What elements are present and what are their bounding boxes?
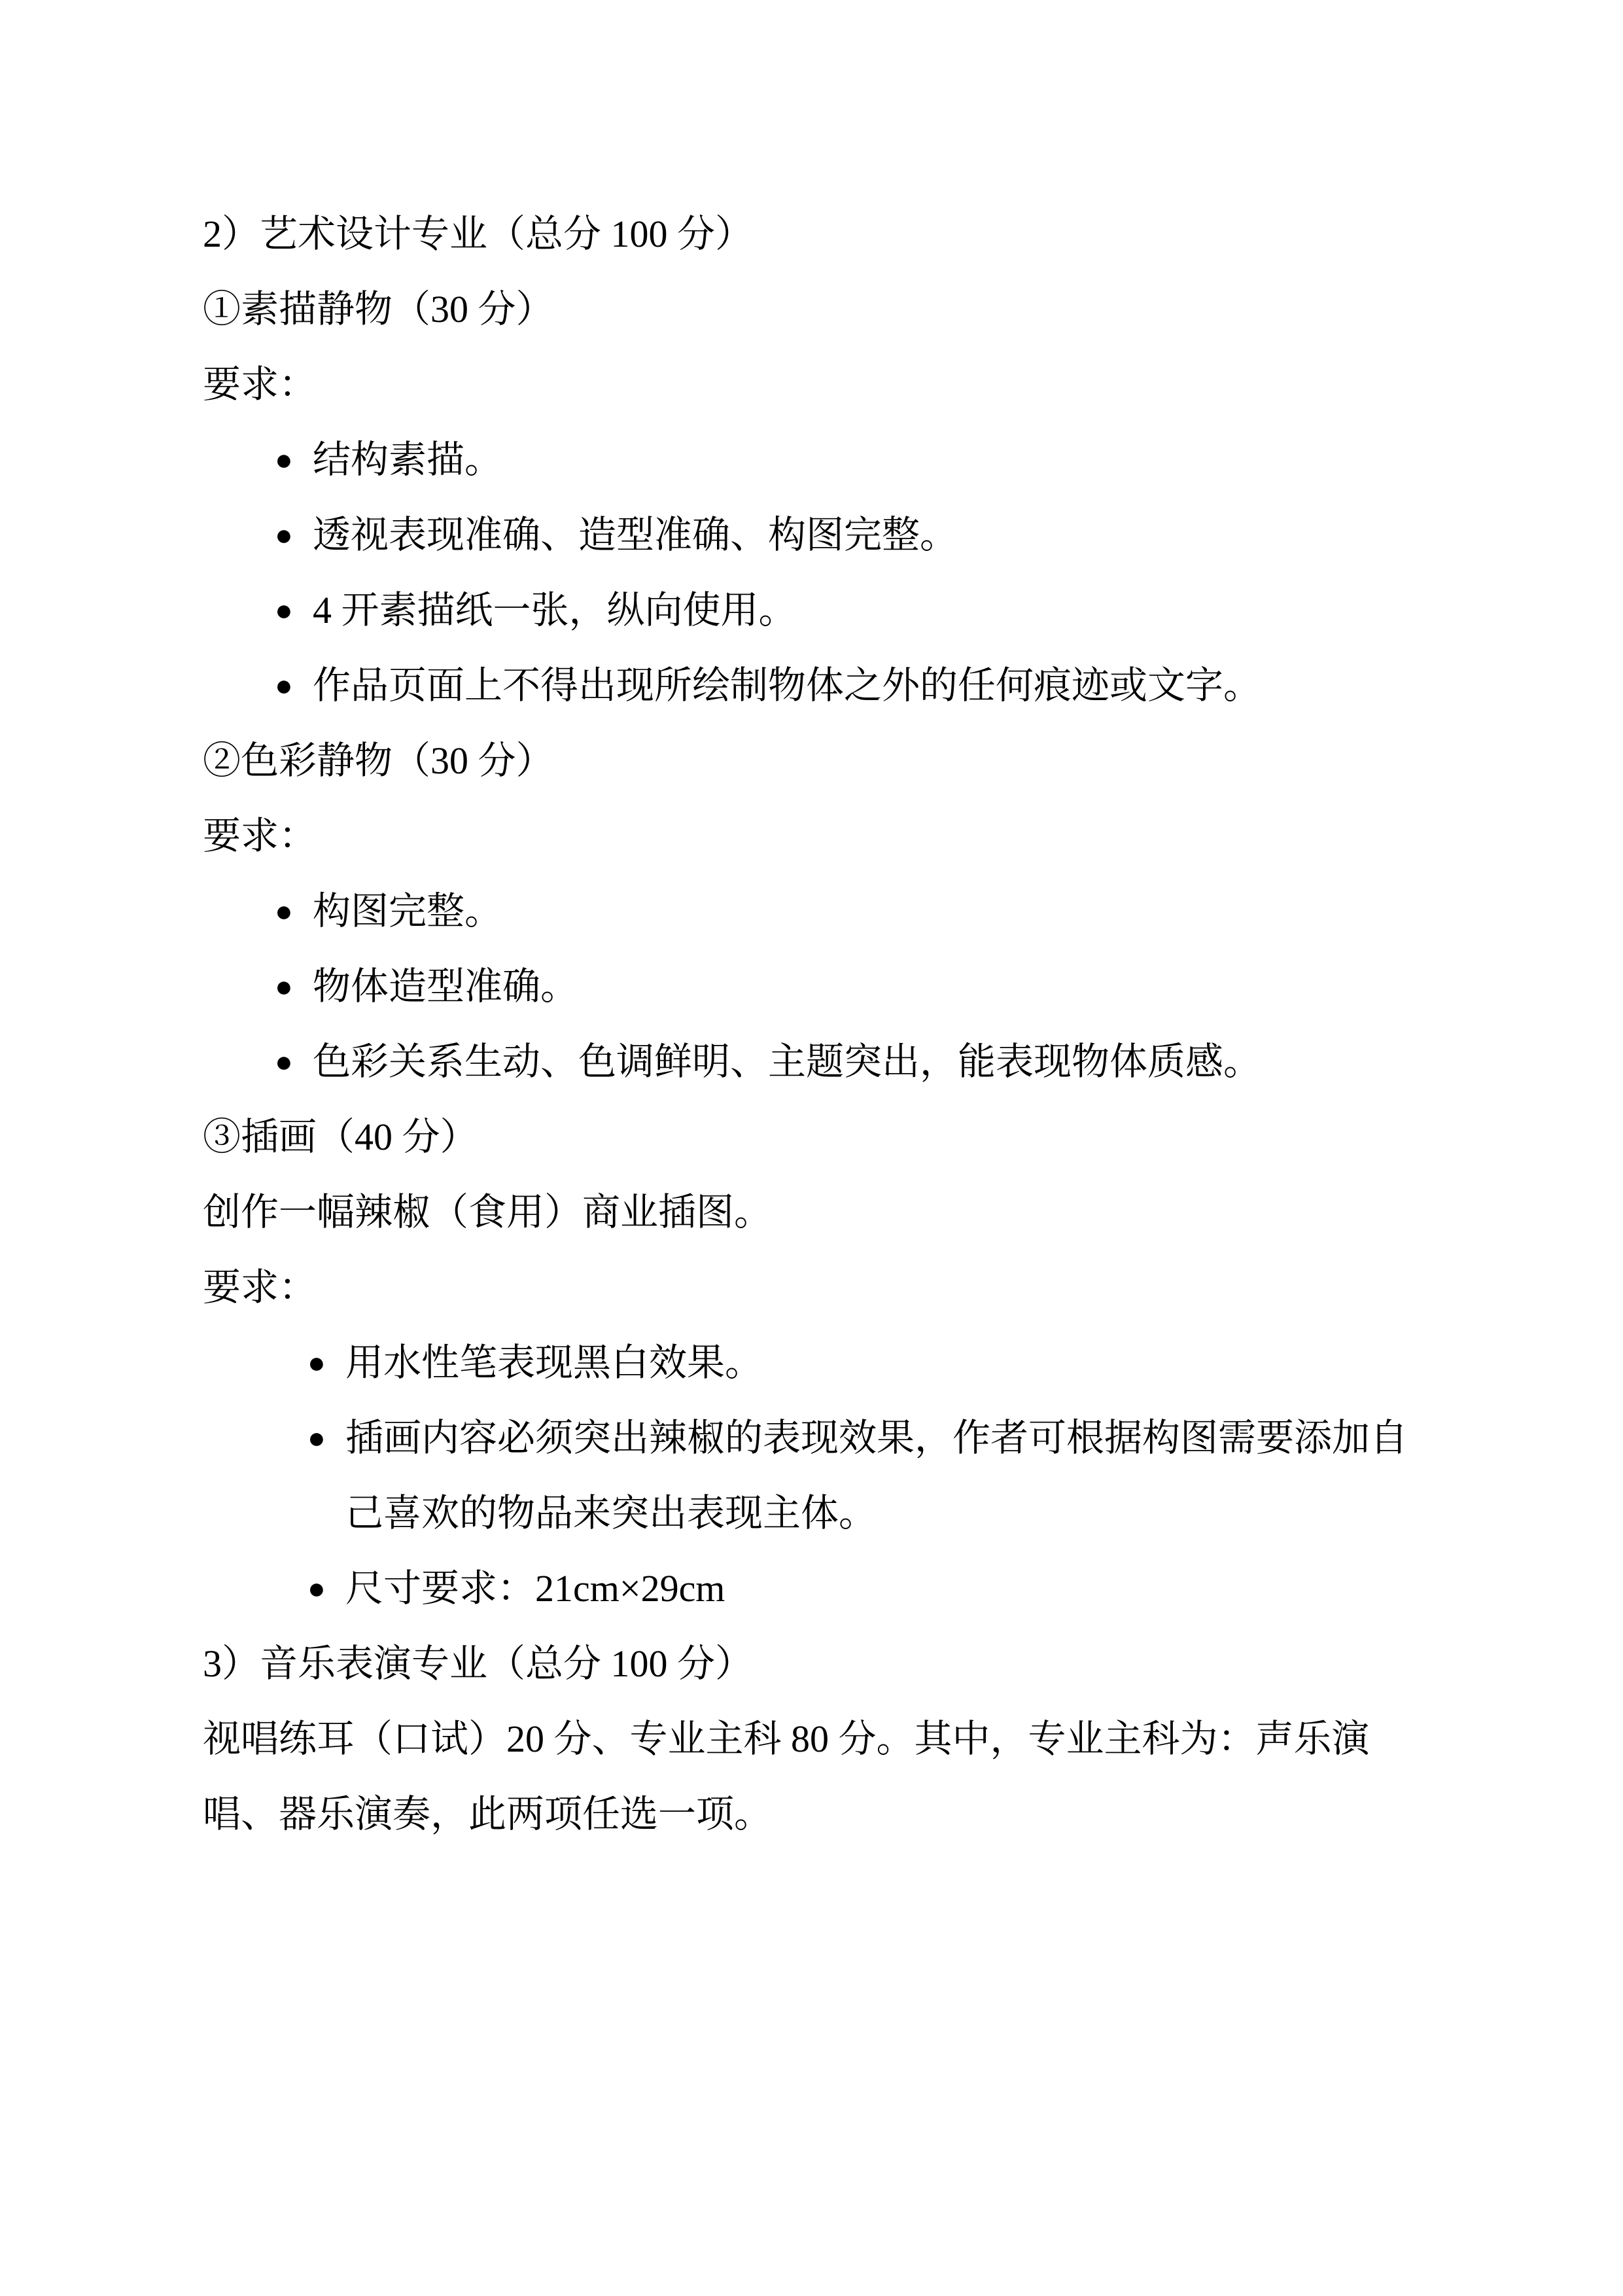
requirements-list-illustration — [196, 1325, 1427, 1626]
document-body — [196, 196, 1427, 1852]
list-item — [228, 949, 1427, 1024]
list-item — [228, 422, 1427, 497]
list-item-text: 插画内容必须突出辣椒的表现效果，作者可根据构图需要添加自己喜欢的物品来突出表现主体。 — [345, 1417, 1408, 1534]
bullet-dot-icon: ● — [275, 669, 293, 702]
heading-art-design-major: 2）艺术设计专业（总分 100 分） — [203, 213, 754, 255]
list-item — [228, 497, 1427, 573]
list-item — [228, 1325, 1427, 1400]
list-item-text: 色彩关系生动、色调鲜明、主题突出，能表现物体质感。 — [313, 1040, 1262, 1083]
requirements-list-sketch — [196, 422, 1427, 723]
list-item — [228, 1024, 1427, 1099]
bullet-dot-icon: ● — [275, 593, 293, 627]
bullet-dot-icon: ● — [307, 1572, 326, 1605]
list-item-text: 构图完整。 — [313, 890, 503, 932]
bullet-dot-icon: ● — [275, 970, 293, 1003]
heading-illustration: ③插画（40 分） — [203, 1116, 478, 1158]
list-item — [228, 648, 1427, 723]
heading-color-still-life: ②色彩静物（30 分） — [203, 739, 554, 782]
heading-sketch-still-life: ①素描静物（30 分） — [203, 288, 554, 330]
requirements-list-color-ul — [228, 874, 1427, 1099]
requirements-list-illustration-ul — [228, 1325, 1427, 1626]
bullet-dot-icon: ● — [275, 894, 293, 928]
list-item-text: 透视表现准确、造型准确、构图完整。 — [313, 514, 958, 556]
list-item-text: 尺寸要求：21cm×29cm — [345, 1567, 725, 1610]
bullet-dot-icon: ● — [275, 1045, 293, 1078]
requirements-list-color — [196, 874, 1427, 1099]
label-requirements-2: 要求： — [203, 815, 317, 857]
music-performance-detail: 视唱练耳（口试）20 分、专业主科 80 分。其中，专业主科为：声乐演唱、器乐演奏，此两项任选一项。 — [203, 1718, 1370, 1835]
bullet-dot-icon: ● — [275, 443, 293, 476]
bullet-dot-icon: ● — [275, 518, 293, 552]
bullet-dot-icon: ● — [307, 1346, 326, 1379]
list-item — [228, 874, 1427, 949]
illustration-task: 创作一幅辣椒（食用）商业插图。 — [203, 1191, 773, 1233]
list-item-text: 4 开素描纸一张，纵向使用。 — [313, 589, 797, 631]
list-item — [228, 1400, 1427, 1551]
list-item-text: 物体造型准确。 — [313, 965, 579, 1008]
label-requirements-3: 要求： — [203, 1266, 317, 1309]
bullet-dot-icon: ● — [307, 1421, 326, 1455]
list-item-text: 用水性笔表现黑白效果。 — [345, 1341, 763, 1384]
list-item — [228, 573, 1427, 648]
requirements-list-sketch-ul — [228, 422, 1427, 723]
list-item — [228, 1551, 1427, 1626]
heading-music-performance-major: 3）音乐表演专业（总分 100 分） — [203, 1642, 754, 1685]
list-item-text: 结构素描。 — [313, 438, 503, 481]
label-requirements-1: 要求： — [203, 363, 317, 406]
list-item-text: 作品页面上不得出现所绘制物体之外的任何痕迹或文字。 — [313, 664, 1262, 707]
